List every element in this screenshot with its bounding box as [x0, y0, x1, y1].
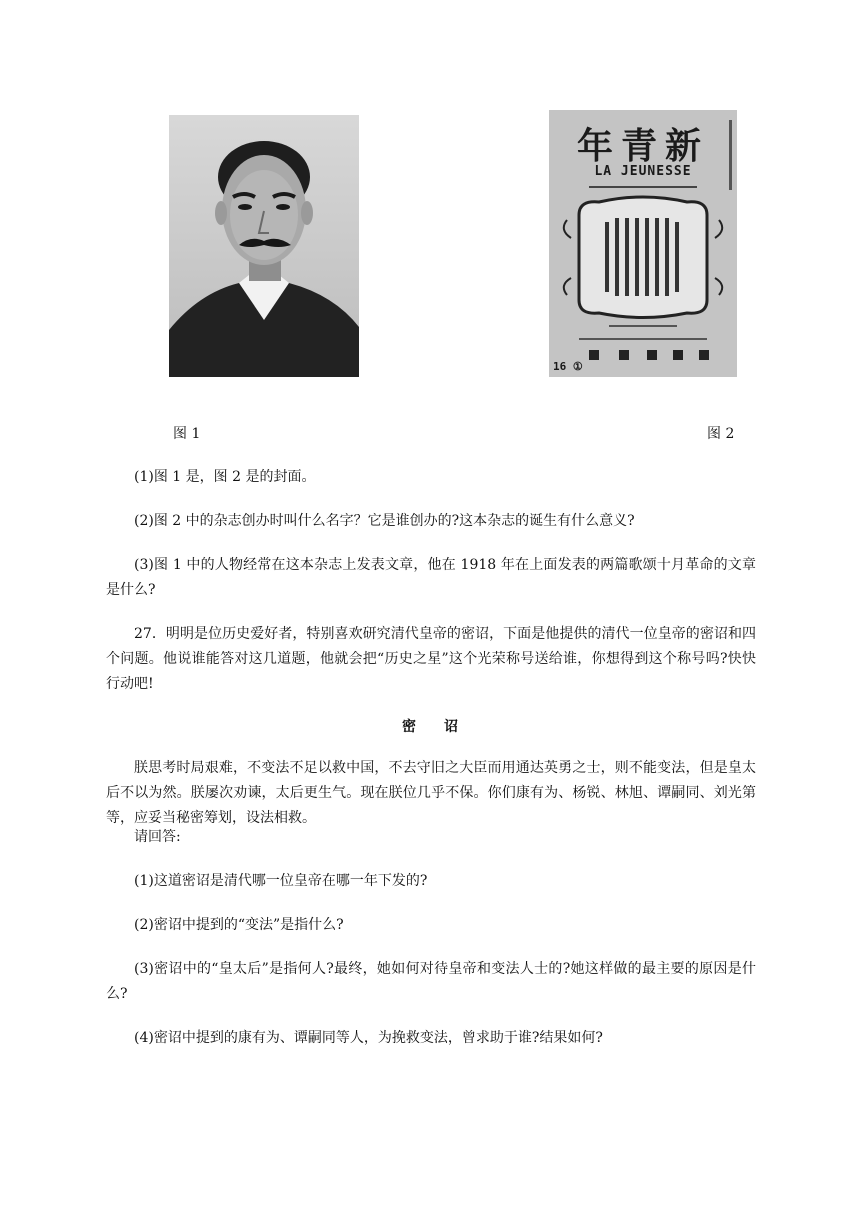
question-27-4: (4)密诏中提到的康有为、谭嗣同等人，为挽救变法，曾求助于谁?结果如何? — [134, 1030, 603, 1046]
question-26-2: (2)图 2 中的杂志创办时叫什么名字？它是谁创办的?这本杂志的诞生有什么意义? — [134, 513, 635, 529]
figure-1-portrait — [169, 115, 359, 377]
figure-2-caption: 图 2 — [707, 426, 735, 442]
question-26-1: (1)图 1 是，图 2 是的封面。 — [134, 469, 316, 485]
question-27-1: (1)这道密诏是清代哪一位皇帝在哪一年下发的? — [134, 873, 428, 889]
cover-title: 年青新 — [576, 125, 709, 167]
question-27-intro: 27．明明是位历史爱好者，特别喜欢研究清代皇帝的密诏，下面是他提供的清代一位皇帝的密诏和四个问题。他说谁能答对这几道题，他就会把“历史之星”这个光荣称号送给谁，你想得到这个称号吗?快快行动吧! — [106, 626, 756, 692]
edict-body: 朕思考时局艰难，不变法不足以救中国，不去守旧之大臣而用通达英勇之士，则不能变法，但是皇太后不以为然。朕屡次劝谏，太后更生气。现在朕位几乎不保。你们康有为、杨锐、林旭、谭嗣同、刘光第等，应妥当秘密筹划，设法相救。 — [106, 760, 756, 826]
portrait-illustration — [169, 115, 359, 377]
cover-issue-mark: 16 ① — [553, 360, 583, 373]
cover-subtitle: LA JEUNESSE — [594, 164, 692, 179]
figure-2-magazine-cover — [549, 110, 737, 377]
answer-prompt: 请回答: — [134, 829, 181, 845]
figure-1-caption: 图 1 — [173, 426, 201, 442]
edict-title: 密诏 — [402, 719, 486, 735]
question-27-2: (2)密诏中提到的“变法”是指什么? — [134, 917, 344, 933]
question-26-3: (3)图 1 中的人物经常在这本杂志上发表文章，他在 1918 年在上面发表的两篇歌颂十月革命的文章是什么? — [106, 557, 756, 598]
question-27-3: (3)密诏中的“皇太后”是指何人?最终，她如何对待皇帝和变法人士的?她这样做的最主要的原因是什么? — [106, 961, 756, 1002]
